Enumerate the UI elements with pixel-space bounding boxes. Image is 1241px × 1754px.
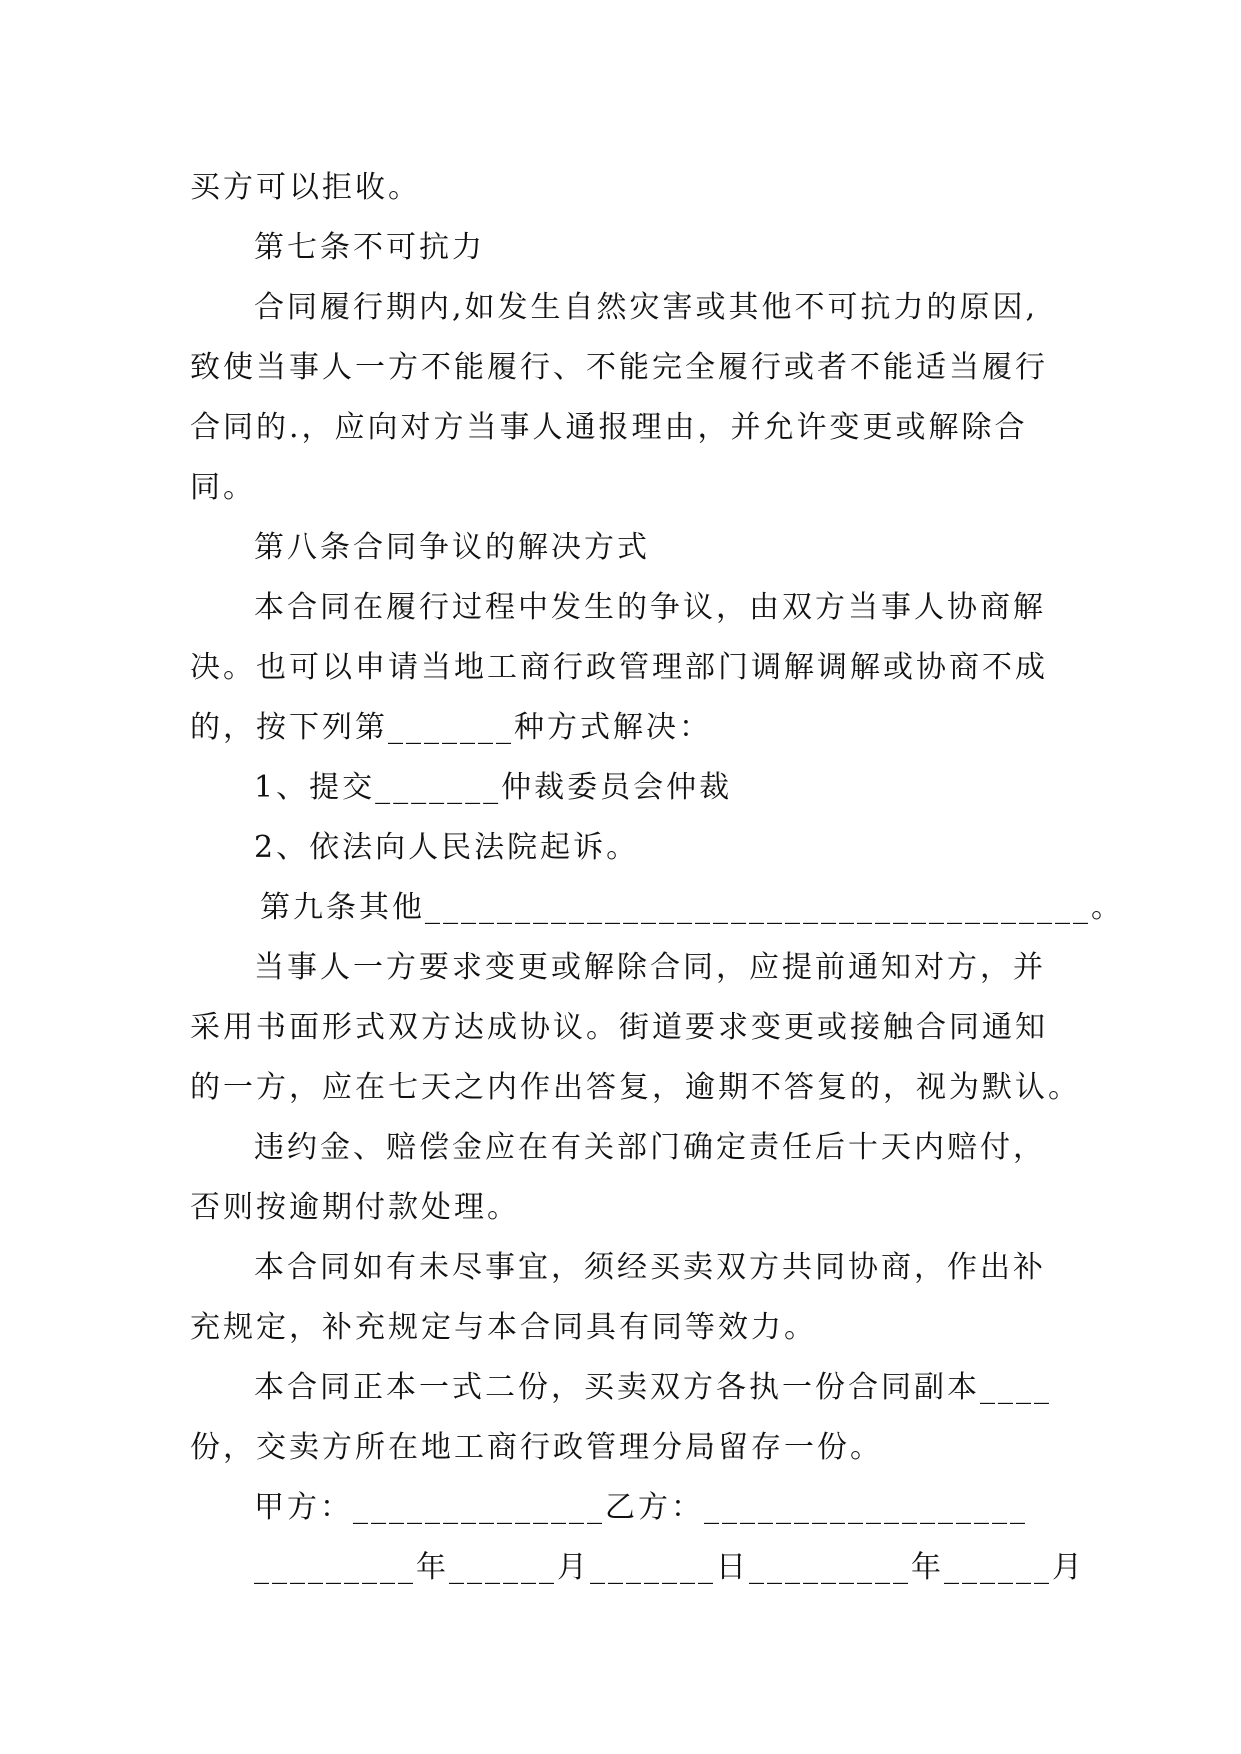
article-8-heading: 第八条合同争议的解决方式 <box>254 530 650 565</box>
text-line-9: 决。也可以申请当地工商行政管理部门调解调解或协商不成 <box>190 650 1048 685</box>
option-2-line: 2、依法向人民法院起诉。 <box>254 830 640 865</box>
text-line-1: 买方可以拒收。 <box>190 170 421 205</box>
text-line-6: 同。 <box>190 470 256 505</box>
text-line-18: 否则按逾期付款处理。 <box>190 1190 520 1225</box>
text-line-15: 采用书面形式双方达成协议。街道要求变更或接触合同通知 <box>190 1010 1048 1045</box>
document-body <box>190 158 1124 1598</box>
text-line-10: 的，按下列第_______种方式解决： <box>190 710 712 745</box>
text-line-16: 的一方，应在七天之内作出答复，逾期不答复的，视为默认。 <box>190 1070 1081 1105</box>
text-line-17: 违约金、赔偿金应在有关部门确定责任后十天内赔付， <box>254 1130 1046 1165</box>
text-line-5: 合同的.，应向对方当事人通报理由，并允许变更或解除合 <box>190 410 1028 445</box>
article-9-heading: 第九条其他_____________________________________。 <box>260 890 1124 925</box>
text-line-21: 本合同正本一式二份，买卖双方各执一份合同副本____ <box>254 1370 1052 1405</box>
text-line-14: 当事人一方要求变更或解除合同，应提前通知对方，并 <box>254 950 1046 985</box>
text-line-3: 合同履行期内,如发生自然灾害或其他不可抗力的原因, <box>254 290 1039 325</box>
text-line-19: 本合同如有未尽事宜，须经买卖双方共同协商，作出补 <box>254 1250 1046 1285</box>
article-7-heading: 第七条不可抗力 <box>254 230 485 265</box>
text-line-4: 致使当事人一方不能履行、不能完全履行或者不能适当履行 <box>190 350 1048 385</box>
signature-date-line: _________年______月_______日_________年______月 <box>254 1550 1085 1585</box>
text-line-8: 本合同在履行过程中发生的争议，由双方当事人协商解 <box>254 590 1046 625</box>
signature-parties-line: 甲方：______________乙方：__________________ <box>254 1490 1028 1525</box>
text-line-22: 份，交卖方所在地工商行政管理分局留存一份。 <box>190 1430 883 1465</box>
text-line-20: 充规定，补充规定与本合同具有同等效力。 <box>190 1310 817 1345</box>
option-1-line: 1、提交_______仲裁委员会仲裁 <box>254 770 733 805</box>
